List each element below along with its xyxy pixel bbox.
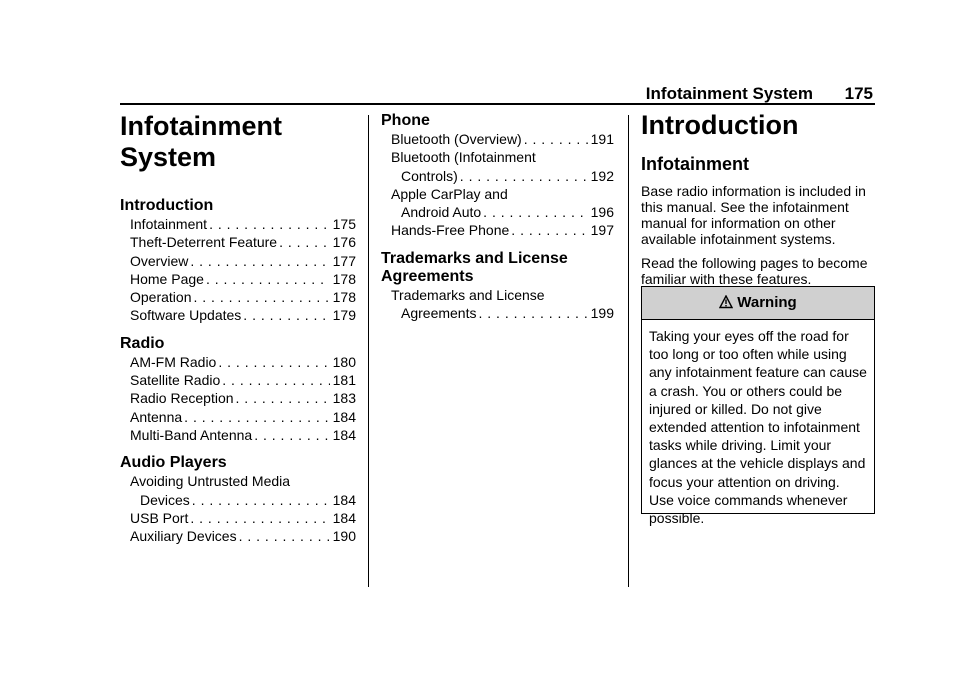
toc-entry[interactable] xyxy=(381,286,614,323)
toc-page-number: 178 xyxy=(332,289,356,306)
toc-leader-dots xyxy=(239,527,330,545)
toc-leader-dots xyxy=(511,221,587,239)
warning-text: Taking your eyes off the road for too long or too often while using any infotainment feature can cause a crash. You or others could be injured or killed. Do not give extended attention to infotainment tasks while driving. Limit your glances at the vehicle displays and focus your attention on driving. Use voice commands whenever possible. xyxy=(649,328,867,527)
toc-entry[interactable] xyxy=(120,288,356,306)
toc-entry[interactable] xyxy=(120,233,356,251)
toc-entry[interactable] xyxy=(381,130,614,148)
toc-entry[interactable] xyxy=(120,353,356,371)
toc-entry-text: Satellite Radio xyxy=(130,372,221,389)
running-head-title: Infotainment System xyxy=(645,84,813,103)
toc-page-number: 178 xyxy=(332,270,356,287)
chapter-title xyxy=(120,111,356,173)
column-divider-1 xyxy=(368,115,369,587)
toc-leader-dots xyxy=(243,306,329,324)
toc-list xyxy=(381,130,614,240)
toc-list xyxy=(381,286,614,323)
toc-leader-dots xyxy=(524,130,588,148)
chapter-title-line: Infotainment System xyxy=(120,111,282,172)
toc-leader-dots xyxy=(483,203,587,221)
toc-list xyxy=(120,472,356,545)
column-divider-2 xyxy=(628,115,629,587)
toc-entry[interactable] xyxy=(381,221,614,239)
toc-leader-dots xyxy=(222,371,329,389)
toc-entry-text: Theft-Deterrent Feature xyxy=(130,234,278,251)
toc-section-heading: Phone xyxy=(381,112,430,129)
toc-entry-text: Auxiliary Devices xyxy=(130,528,237,545)
toc-column-2 xyxy=(381,108,614,322)
toc-entry-text: Home Page xyxy=(130,270,204,287)
toc-entry-text: Hands-Free Phone xyxy=(391,222,510,239)
toc-entry-text: Multi-Band Antenna xyxy=(130,426,253,443)
toc-page-number: 184 xyxy=(332,408,356,425)
warning-header xyxy=(642,287,874,320)
toc-entry-text: USB Port xyxy=(130,509,189,526)
toc-entry-text: Bluetooth (Overview) xyxy=(391,131,522,147)
toc-page-number: 176 xyxy=(332,234,356,251)
toc-leader-dots xyxy=(254,426,329,444)
section-title: Introduction xyxy=(641,110,799,140)
toc-entry-text: Infotainment xyxy=(130,216,208,232)
toc-entry[interactable] xyxy=(120,215,356,233)
toc-section-heading: Introduction xyxy=(120,197,214,214)
toc-entry-text: Android Auto xyxy=(401,204,482,221)
toc-entry-text: Agreements xyxy=(401,305,477,322)
toc-section-heading: Radio xyxy=(120,334,165,352)
toc-leader-dots xyxy=(190,252,329,270)
toc-entry[interactable] xyxy=(120,408,356,426)
subsection-title: Infotainment xyxy=(641,154,749,174)
page-header xyxy=(120,82,875,104)
toc-leader-dots xyxy=(206,270,330,288)
toc-page-number: 184 xyxy=(332,509,356,526)
toc-leader-dots xyxy=(184,408,329,426)
toc-page-number: 183 xyxy=(332,390,356,407)
toc-page-number: 175 xyxy=(332,216,356,232)
toc-page-number: 179 xyxy=(332,307,356,324)
toc-entry-text: Overview xyxy=(130,252,189,269)
toc-section-heading: Audio Players xyxy=(120,454,227,472)
toc-leader-dots xyxy=(460,167,588,185)
toc-entry[interactable] xyxy=(381,185,614,222)
toc-leader-dots xyxy=(192,491,330,509)
warning-icon xyxy=(719,287,733,319)
toc-page-number: 184 xyxy=(332,426,356,443)
toc-entry-text: Apple CarPlay and xyxy=(391,185,508,202)
toc-leader-dots xyxy=(236,389,330,407)
toc-page-number: 181 xyxy=(332,372,356,389)
toc-entry-text: Trademarks and License xyxy=(391,286,545,303)
toc-entry[interactable] xyxy=(120,426,356,444)
toc-leader-dots xyxy=(193,288,329,306)
toc-entry-text: Antenna xyxy=(130,408,183,425)
toc-entry[interactable] xyxy=(120,371,356,389)
toc-page-number: 184 xyxy=(332,491,356,508)
toc-entry[interactable] xyxy=(381,148,614,185)
toc-entry[interactable] xyxy=(120,252,356,270)
toc-entry-text: Devices xyxy=(140,491,190,508)
toc-entry-text: Software Updates xyxy=(130,307,242,324)
header-rule xyxy=(120,103,875,105)
intro-column xyxy=(641,108,875,527)
toc-page-number: 197 xyxy=(590,222,614,239)
toc-entry[interactable] xyxy=(120,306,356,324)
toc-leader-dots xyxy=(209,215,330,233)
toc-page-number: 180 xyxy=(332,353,356,370)
toc-leader-dots xyxy=(478,304,587,322)
toc-leader-dots xyxy=(218,353,329,371)
paragraph: Base radio information is included in this manual. See the infotainment manual for information on other available infotainment systems. xyxy=(641,183,866,247)
warning-box xyxy=(641,286,875,527)
toc-entry[interactable] xyxy=(120,472,356,509)
toc-page-number: 191 xyxy=(590,131,614,147)
page-number: 175 xyxy=(844,84,873,103)
toc-page-number: 192 xyxy=(590,167,614,184)
toc-page-number: 177 xyxy=(332,252,356,269)
toc-entry-text: Controls) xyxy=(401,167,458,184)
paragraph: Read the following pages to become familiar with these features. xyxy=(641,255,868,287)
toc-entry-text: Operation xyxy=(130,289,192,306)
toc-column-1 xyxy=(120,108,356,545)
toc-entry-text: Bluetooth (Infotainment xyxy=(391,149,536,166)
toc-entry[interactable] xyxy=(120,270,356,288)
toc-page-number: 190 xyxy=(332,528,356,545)
toc-entry-text: Radio Reception xyxy=(130,390,234,407)
toc-section-heading: Trademarks and License Agreements xyxy=(381,249,568,285)
toc-entry-text: Avoiding Untrusted Media xyxy=(130,473,291,490)
toc-page-number: 199 xyxy=(590,305,614,322)
toc-leader-dots xyxy=(190,509,329,527)
toc-list xyxy=(120,215,356,325)
toc-page-number: 196 xyxy=(590,204,614,221)
warning-title: Warning xyxy=(737,294,797,311)
toc-entry[interactable] xyxy=(120,389,356,407)
toc-leader-dots xyxy=(279,233,330,251)
toc-list xyxy=(120,353,356,444)
toc-entry[interactable] xyxy=(120,509,356,527)
toc-entry-text: AM-FM Radio xyxy=(130,353,217,370)
toc-entry[interactable] xyxy=(120,527,356,545)
